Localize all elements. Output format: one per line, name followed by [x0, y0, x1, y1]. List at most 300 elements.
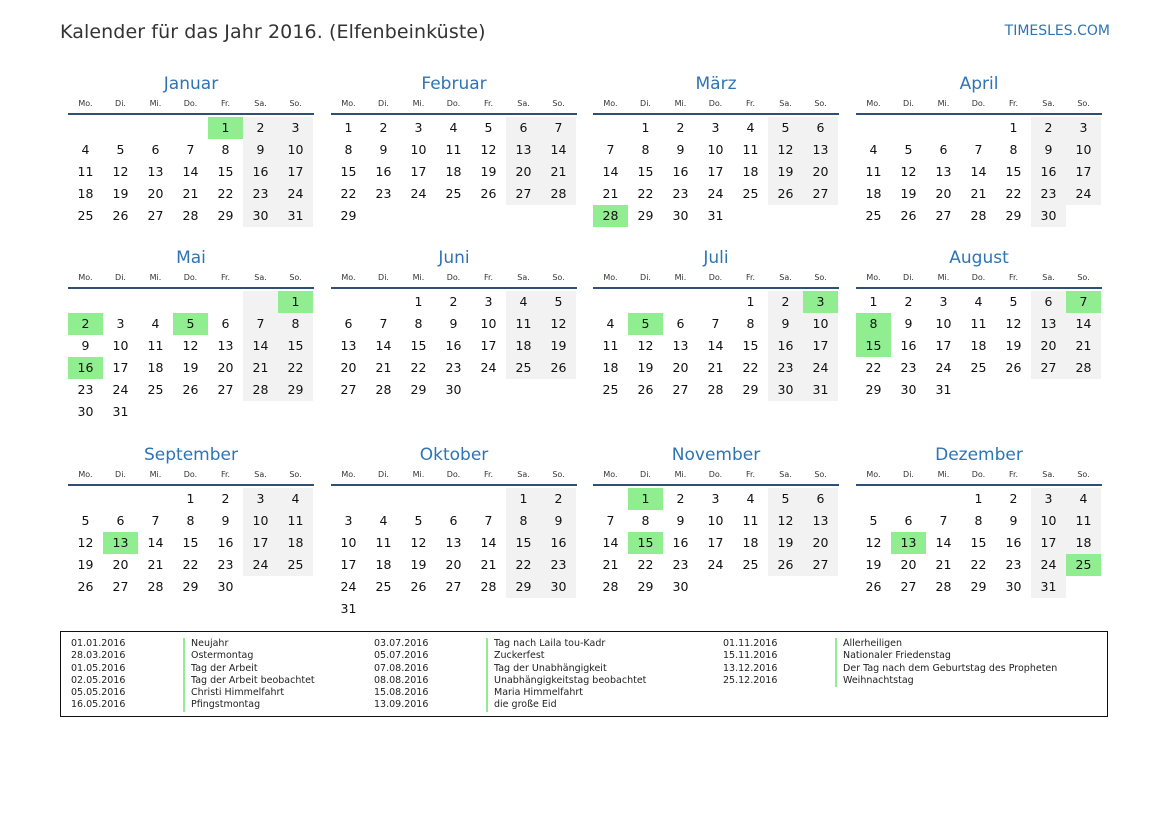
day-cell: 29 [217, 208, 234, 223]
day-cell: 19 [1005, 338, 1022, 353]
day-cell: 13 [803, 139, 838, 161]
day-cell: 30 [1005, 579, 1022, 594]
weekday-label: Fr. [220, 470, 231, 479]
day-cell: 5 [628, 313, 663, 335]
day-cell: 8 [856, 313, 891, 335]
day-cell: 5 [869, 513, 878, 528]
day-cell: 24 [803, 357, 838, 379]
day-cell: 9 [768, 313, 803, 335]
day-cell: 5 [768, 117, 803, 139]
day-cell: 11 [742, 142, 759, 157]
day-cell: 23 [1031, 183, 1066, 205]
weekday-label: So. [552, 470, 565, 479]
legend-marker [486, 663, 488, 675]
month-11 [593, 444, 839, 598]
legend-holiday-name: die große Eid [494, 699, 557, 711]
day-cell: 16 [243, 161, 278, 183]
day-grid [68, 488, 313, 598]
weekday-label: So. [289, 273, 302, 282]
legend-row [71, 638, 315, 650]
day-grid [593, 488, 838, 598]
day-cell: 8 [746, 316, 755, 331]
day-cell: 22 [217, 186, 234, 201]
empty-day-cell [68, 117, 103, 139]
legend-date: 05.05.2016 [71, 687, 126, 699]
day-cell: 4 [746, 120, 755, 135]
day-cell: 25 [147, 382, 164, 397]
day-cell: 15 [637, 164, 654, 179]
month-divider [68, 287, 314, 289]
legend-holiday-name: Christi Himmelfahrt [191, 687, 285, 699]
day-cell: 12 [480, 142, 497, 157]
empty-day-cell [663, 291, 698, 313]
day-cell: 3 [243, 488, 278, 510]
day-cell: 19 [541, 335, 576, 357]
day-cell: 24 [410, 186, 427, 201]
empty-day-cell [243, 291, 278, 313]
day-cell: 26 [768, 183, 803, 205]
legend-date: 15.08.2016 [374, 687, 429, 699]
day-cell: 26 [112, 208, 129, 223]
day-cell: 22 [742, 360, 759, 375]
month-divider [593, 287, 839, 289]
legend-marker [486, 650, 488, 662]
weekday-label: Do. [183, 99, 198, 108]
day-cell: 26 [900, 208, 917, 223]
legend-marker [183, 638, 185, 650]
legend-row [374, 699, 646, 711]
legend-holiday-name: Tag der Arbeit beobachtet [191, 674, 315, 686]
empty-day-cell [401, 205, 436, 227]
weekday-label: Sa. [254, 99, 267, 108]
day-cell: 31 [707, 208, 724, 223]
weekday-label: Fr. [745, 99, 756, 108]
weekday-label: Sa. [779, 470, 792, 479]
weekday-label: Mo. [866, 273, 881, 282]
day-cell: 28 [593, 205, 628, 227]
day-cell: 24 [1031, 554, 1066, 576]
day-cell: 10 [480, 316, 497, 331]
day-cell: 9 [379, 142, 388, 157]
day-cell: 13 [506, 139, 541, 161]
legend-date: 13.09.2016 [374, 699, 429, 711]
day-cell: 20 [445, 557, 462, 572]
legend-date: 01.11.2016 [723, 638, 778, 649]
legend-holiday-name: Unabhängigkeitstag beobachtet [494, 674, 647, 686]
day-cell: 30 [217, 579, 234, 594]
holiday-legend [60, 631, 1108, 717]
day-cell: 19 [865, 557, 882, 572]
day-cell: 10 [112, 338, 129, 353]
day-cell: 26 [1005, 360, 1022, 375]
day-cell: 6 [803, 488, 838, 510]
day-cell: 6 [116, 513, 125, 528]
day-cell: 15 [340, 164, 357, 179]
month-2 [331, 73, 577, 227]
day-cell: 5 [768, 488, 803, 510]
day-cell: 30 [900, 382, 917, 397]
legend-row [71, 675, 315, 687]
day-cell: 29 [865, 382, 882, 397]
day-cell: 14 [1066, 313, 1101, 335]
day-cell: 18 [506, 335, 541, 357]
empty-day-cell [436, 205, 471, 227]
day-cell: 24 [707, 186, 724, 201]
month-8 [856, 247, 1102, 401]
empty-day-cell [856, 488, 891, 510]
month-1 [68, 73, 314, 227]
day-cell: 18 [445, 164, 462, 179]
day-grid [856, 291, 1101, 401]
day-cell: 14 [935, 535, 952, 550]
day-cell: 9 [676, 142, 685, 157]
day-cell: 29 [742, 382, 759, 397]
legend-row [71, 687, 315, 699]
day-cell: 26 [865, 579, 882, 594]
day-cell: 5 [904, 142, 913, 157]
day-cell: 28 [935, 579, 952, 594]
weekday-label: Sa. [1042, 273, 1055, 282]
month-name: Juni [438, 248, 470, 268]
day-cell: 11 [278, 510, 313, 532]
day-cell: 3 [803, 291, 838, 313]
month-divider [593, 484, 839, 486]
day-cell: 31 [935, 382, 952, 397]
day-cell: 19 [768, 161, 803, 183]
day-cell: 18 [278, 532, 313, 554]
empty-day-cell [1066, 205, 1101, 227]
day-cell: 23 [900, 360, 917, 375]
weekday-header [593, 270, 839, 286]
day-cell: 2 [1009, 491, 1018, 506]
month-9 [68, 444, 314, 598]
day-cell: 9 [221, 513, 230, 528]
day-cell: 9 [676, 513, 685, 528]
day-cell: 28 [480, 579, 497, 594]
day-cell: 16 [375, 164, 392, 179]
day-cell: 7 [1066, 291, 1101, 313]
day-cell: 10 [803, 313, 838, 335]
day-cell: 4 [449, 120, 458, 135]
weekday-label: Fr. [1008, 99, 1019, 108]
day-cell: 10 [1066, 139, 1101, 161]
day-cell: 27 [147, 208, 164, 223]
day-cell: 20 [803, 161, 838, 183]
day-cell: 4 [974, 294, 983, 309]
empty-day-cell [366, 205, 401, 227]
empty-day-cell [401, 488, 436, 510]
day-cell: 7 [606, 513, 615, 528]
month-name: Dezember [935, 445, 1023, 465]
empty-day-cell [243, 401, 278, 423]
empty-day-cell [541, 598, 576, 620]
month-divider [856, 113, 1102, 115]
day-cell: 4 [151, 316, 160, 331]
day-cell: 7 [151, 513, 160, 528]
day-cell: 5 [1009, 294, 1018, 309]
day-cell: 22 [865, 360, 882, 375]
day-cell: 14 [147, 535, 164, 550]
legend-holiday-name: Tag der Unabhängigkeit [494, 662, 607, 674]
day-cell: 23 [445, 360, 462, 375]
empty-day-cell [891, 488, 926, 510]
day-cell: 27 [803, 554, 838, 576]
day-cell: 28 [970, 208, 987, 223]
day-cell: 16 [1005, 535, 1022, 550]
weekday-header [856, 467, 1102, 483]
month-divider [331, 113, 577, 115]
month-name: Juli [703, 248, 729, 268]
day-cell: 24 [340, 579, 357, 594]
weekday-label: Mi. [412, 99, 425, 108]
day-cell: 11 [742, 513, 759, 528]
day-cell: 24 [1066, 183, 1101, 205]
day-cell: 21 [707, 360, 724, 375]
day-cell: 14 [480, 535, 497, 550]
weekday-label: Do. [971, 470, 986, 479]
day-cell: 14 [602, 164, 619, 179]
empty-day-cell [471, 205, 506, 227]
weekday-label: Do. [708, 470, 723, 479]
legend-row [374, 687, 646, 699]
day-cell: 13 [217, 338, 234, 353]
day-cell: 13 [672, 338, 689, 353]
day-cell: 3 [414, 120, 423, 135]
day-cell: 24 [707, 557, 724, 572]
legend-holiday-name: Weihnachtstag [843, 674, 914, 686]
legend-holiday-name: Tag der Arbeit [191, 662, 258, 674]
day-cell: 25 [602, 382, 619, 397]
day-cell: 29 [970, 579, 987, 594]
day-cell: 11 [445, 142, 462, 157]
weekday-label: Mi. [149, 273, 162, 282]
day-cell: 13 [803, 510, 838, 532]
empty-day-cell [366, 598, 401, 620]
day-cell: 7 [484, 513, 493, 528]
day-cell: 23 [672, 557, 689, 572]
day-cell: 10 [278, 139, 313, 161]
weekday-label: Mo. [78, 273, 93, 282]
empty-day-cell [856, 117, 891, 139]
empty-day-cell [593, 117, 628, 139]
month-name: September [144, 445, 238, 465]
empty-day-cell [173, 291, 208, 313]
day-cell: 7 [243, 313, 278, 335]
day-cell: 30 [672, 579, 689, 594]
empty-day-cell [961, 117, 996, 139]
day-cell: 23 [541, 554, 576, 576]
day-cell: 28 [1066, 357, 1101, 379]
weekday-label: Mi. [674, 273, 687, 282]
weekday-label: Do. [446, 470, 461, 479]
legend-marker [183, 663, 185, 675]
weekday-header [68, 96, 314, 112]
weekday-label: Mo. [78, 99, 93, 108]
legend-row [71, 650, 315, 662]
day-cell: 13 [1031, 313, 1066, 335]
day-cell: 16 [1031, 161, 1066, 183]
weekday-label: Di. [378, 99, 389, 108]
legend-holiday-name: Ostermontag [191, 650, 254, 662]
day-cell: 30 [243, 205, 278, 227]
day-cell: 30 [672, 208, 689, 223]
empty-day-cell [471, 488, 506, 510]
weekday-header [856, 96, 1102, 112]
month-divider [593, 113, 839, 115]
day-cell: 12 [637, 338, 654, 353]
legend-holiday-name: Nationaler Friedenstag [843, 650, 951, 662]
weekday-label: So. [814, 273, 827, 282]
day-cell: 7 [974, 142, 983, 157]
empty-day-cell [926, 117, 961, 139]
weekday-label: Sa. [1042, 99, 1055, 108]
month-divider [856, 287, 1102, 289]
day-cell: 26 [768, 554, 803, 576]
weekday-label: Mi. [937, 273, 950, 282]
day-cell: 22 [637, 557, 654, 572]
day-cell: 9 [449, 316, 458, 331]
legend-date: 15.11.2016 [723, 650, 778, 662]
day-cell: 5 [541, 291, 576, 313]
weekday-label: So. [1077, 273, 1090, 282]
day-cell: 13 [147, 164, 164, 179]
empty-day-cell [926, 488, 961, 510]
day-cell: 12 [410, 535, 427, 550]
day-cell: 28 [182, 208, 199, 223]
day-cell: 13 [445, 535, 462, 550]
day-cell: 1 [414, 294, 423, 309]
empty-day-cell [996, 379, 1031, 401]
legend-marker [486, 699, 488, 711]
weekday-label: Di. [378, 470, 389, 479]
day-cell: 6 [803, 117, 838, 139]
empty-day-cell [541, 205, 576, 227]
empty-day-cell [68, 291, 103, 313]
empty-day-cell [768, 205, 803, 227]
empty-day-cell [103, 488, 138, 510]
day-cell: 9 [904, 316, 913, 331]
day-cell: 8 [221, 142, 230, 157]
weekday-label: Sa. [254, 470, 267, 479]
day-cell: 8 [414, 316, 423, 331]
weekday-label: Mi. [674, 470, 687, 479]
day-cell: 16 [68, 357, 103, 379]
legend-row [723, 675, 1057, 687]
day-cell: 31 [1031, 576, 1066, 598]
day-cell: 23 [217, 557, 234, 572]
day-cell: 17 [935, 338, 952, 353]
day-cell: 7 [379, 316, 388, 331]
day-cell: 19 [182, 360, 199, 375]
legend-holiday-name: Allerheiligen [843, 638, 903, 649]
month-name: März [695, 74, 737, 94]
day-cell: 23 [375, 186, 392, 201]
day-cell: 11 [1066, 510, 1101, 532]
month-divider [331, 287, 577, 289]
empty-day-cell [891, 117, 926, 139]
day-cell: 4 [606, 316, 615, 331]
day-cell: 29 [340, 208, 357, 223]
weekday-label: Mo. [603, 470, 618, 479]
day-cell: 24 [278, 183, 313, 205]
month-4 [856, 73, 1102, 227]
day-cell: 3 [116, 316, 125, 331]
day-cell: 11 [77, 164, 94, 179]
day-cell: 2 [1031, 117, 1066, 139]
day-cell: 1 [186, 491, 195, 506]
day-cell: 3 [484, 294, 493, 309]
legend-marker [835, 638, 837, 650]
day-cell: 1 [506, 488, 541, 510]
site-link[interactable]: TIMESLES.COM [1004, 23, 1110, 39]
weekday-label: Di. [640, 273, 651, 282]
day-cell: 2 [379, 120, 388, 135]
day-cell: 8 [974, 513, 983, 528]
empty-day-cell [1031, 379, 1066, 401]
day-cell: 17 [480, 338, 497, 353]
day-cell: 27 [340, 382, 357, 397]
legend-row [723, 650, 1057, 662]
weekday-label: Sa. [254, 273, 267, 282]
weekday-label: So. [552, 99, 565, 108]
day-cell: 6 [506, 117, 541, 139]
day-cell: 7 [939, 513, 948, 528]
legend-date: 05.07.2016 [374, 650, 429, 662]
day-cell: 22 [506, 554, 541, 576]
day-cell: 26 [77, 579, 94, 594]
empty-day-cell [1066, 379, 1101, 401]
day-cell: 2 [904, 294, 913, 309]
month-5 [68, 247, 314, 423]
day-cell: 21 [147, 557, 164, 572]
day-cell: 27 [112, 579, 129, 594]
day-cell: 10 [707, 513, 724, 528]
weekday-label: Sa. [1042, 470, 1055, 479]
day-cell: 18 [742, 164, 759, 179]
legend-date: 03.07.2016 [374, 638, 429, 649]
month-10 [331, 444, 577, 620]
weekday-label: Mi. [412, 273, 425, 282]
day-cell: 18 [742, 535, 759, 550]
day-cell: 20 [672, 360, 689, 375]
day-cell: 17 [707, 164, 724, 179]
empty-day-cell [138, 488, 173, 510]
day-cell: 16 [541, 532, 576, 554]
day-cell: 18 [865, 186, 882, 201]
legend-holiday-name: Der Tag nach dem Geburtstag des Propheten [843, 662, 1058, 674]
empty-day-cell [68, 488, 103, 510]
day-cell: 19 [77, 557, 94, 572]
weekday-label: So. [289, 99, 302, 108]
page-title: Kalender für das Jahr 2016. (Elfenbeinküste) [60, 21, 486, 43]
day-cell: 18 [77, 186, 94, 201]
weekday-label: Fr. [483, 99, 494, 108]
day-cell: 31 [278, 205, 313, 227]
day-cell: 8 [344, 142, 353, 157]
month-name: Mai [176, 248, 206, 268]
legend-date: 13.12.2016 [723, 662, 778, 674]
empty-day-cell [243, 576, 278, 598]
day-cell: 19 [637, 360, 654, 375]
weekday-header [68, 270, 314, 286]
day-cell: 25 [742, 186, 759, 201]
day-cell: 30 [1031, 205, 1066, 227]
day-cell: 31 [112, 404, 129, 419]
day-cell: 10 [1031, 510, 1066, 532]
day-cell: 14 [602, 535, 619, 550]
day-cell: 8 [278, 313, 313, 335]
legend-marker [835, 650, 837, 662]
